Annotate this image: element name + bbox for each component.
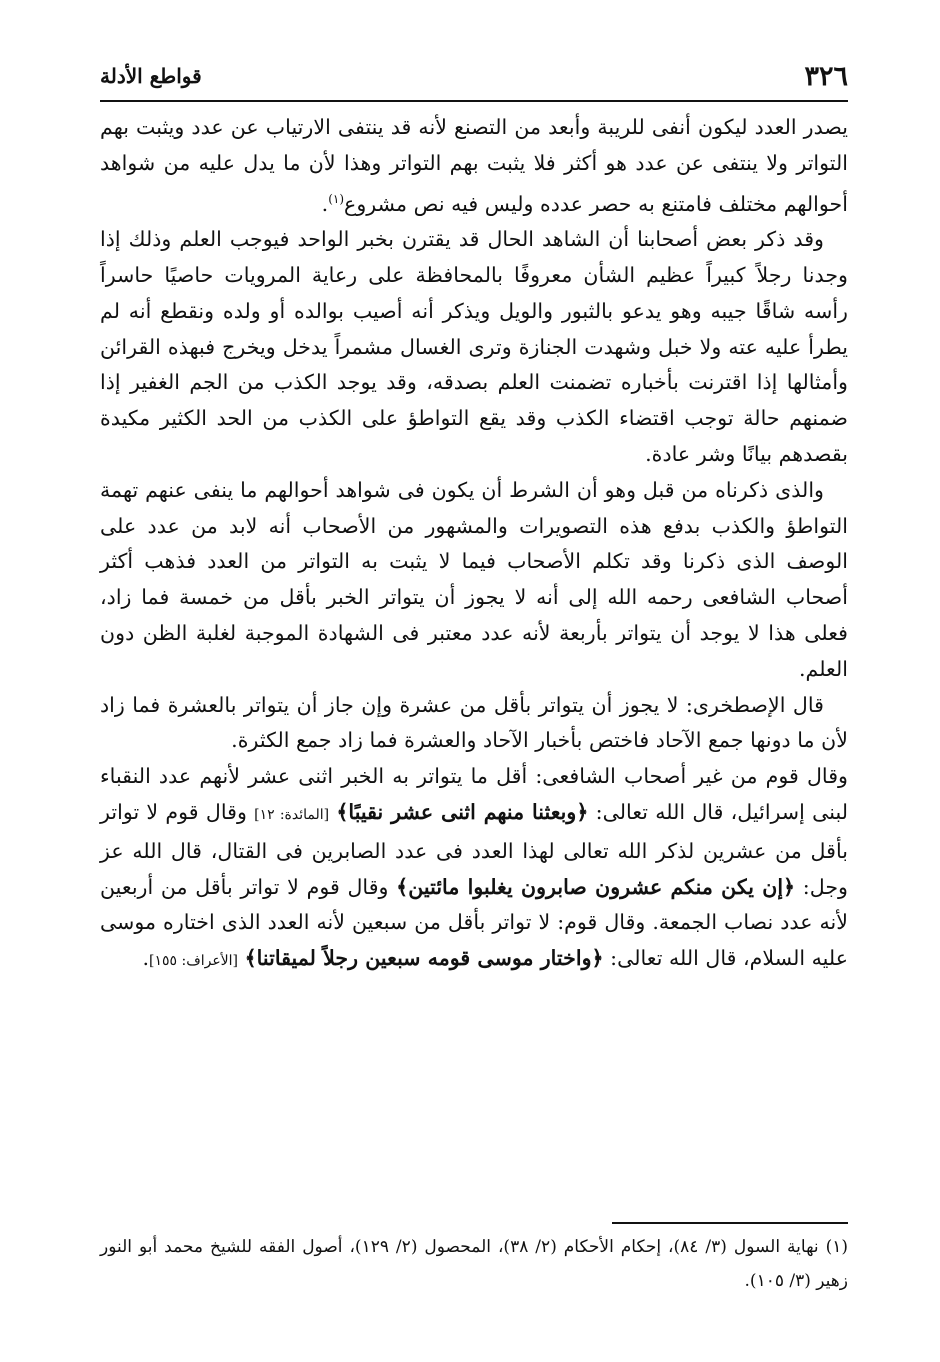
paragraph: والذى ذكرناه من قبل وهو أن الشرط أن يكون فى شواهد أحوالهم ما ينفى عنهم تهمة التواطؤ والكذب بدفع هذه التصويرات والمشهور من الأصحاب أنه لابد من عدد على الوصف الذى ذكرنا وقد تكلم الأصحاب فيما لا يثبت به التواتر من العدد فذهب أكثر أصحاب الشافعى رحمه الله إلى أنه لا يجوز أن يتواتر الخبر بأقل من خمسة فما زاد، فعلى هذا لا يوجد أن يتواتر بأربعة لأنه عدد معتبر فى الشهادة الموجبة لغلبة الظن دون العلم. bbox=[100, 477, 848, 681]
paragraph-text: وقال قوم من غير أصحاب الشافعى: أقل ما يتواتر به الخبر اثنى عشر لأنهم عدد النقباء لبنى إسرائيل، قال الله تعالى: bbox=[100, 764, 849, 824]
footnote-marker: (١) bbox=[328, 191, 345, 206]
paragraph-text: يصدر العدد ليكون أنفى للريبة وأبعد من التصنع لأنه قد ينتفى الارتياب عن عدد ويثبت بهم التواتر ولا ينتفى عن عدد هو أكثر فلا يثبت بهم التواتر وهذا لأن ما يدل عليه من شواهد أحوالهم مختلف فامتنع به حصر عدده وليس فيه نص مشروع bbox=[100, 115, 848, 216]
quran-reference: [المائدة: ١٢] bbox=[254, 807, 330, 823]
quran-quote: ﴿وبعثنا منهم اثنى عشر نقيبًا﴾ bbox=[336, 800, 589, 824]
page-header bbox=[100, 56, 848, 96]
quran-reference: [الأعراف: ١٥٥] bbox=[149, 953, 239, 970]
header-divider bbox=[100, 100, 848, 102]
page-number: ٣٢٦ bbox=[804, 60, 848, 92]
paragraph-end: . bbox=[142, 946, 149, 971]
footnote: (١) نهاية السول (٣/ ٨٤)، إحكام الأحكام (٢/ ٣٨)، المحصول (٢/ ١٢٩)، أصول الفقه للشيخ محمد أبو النور زهير (٣/ ١٠٥). bbox=[100, 1237, 849, 1291]
paragraph: وقد ذكر بعض أصحابنا أن الشاهد الحال قد يقترن بخبر الواحد فيوجب العلم وذلك إذا وجدنا رجلاً كبيراً عظيم الشأن معروفًا بالمحافظة على رعاية المرويات حاصيًا حاسراً رأسه شاقًا جيبه وهو يدعو بالثبور والويل ويذكر أنه أصيب بوالده أو ولده ونقطع أنه لم يطرأ عليه عته ولا خبل وشهدت الجنازة وترى الغسال مشمراً يدخل ويخرج فبهذه القرائن وأمثالها إذا اقترنت بأخباره تضمنت العلم بصدقه، وقد يوجد الكذب من الجم الغفير إذا ضمنهم حالة توجب اقتضاء الكذب وقد يقع التواطؤ على الكذب من الحد الكثير مكيدة بقصدهم بيانًا وشر عادة. bbox=[100, 227, 848, 467]
running-title: قواطع الأدلة bbox=[100, 64, 202, 88]
main-text bbox=[100, 110, 848, 980]
footnote-divider bbox=[612, 1222, 848, 1224]
paragraph: قال الإصطخرى: لا يجوز أن يتواتر بأقل من عشرة وإن جاز أن يتواتر بالعشرة فما زاد لأن ما دونها جمع الآحاد فاختص بأخبار الآحاد والعشرة فما زاد جمع الكثرة. bbox=[100, 692, 848, 753]
paragraph-text: وقال قوم لا تواتر بأقل من عشرين لذكر الله تعالى لهذا العدد فى عدد الصابرين فى القتال، قال الله عز وجل: bbox=[100, 800, 848, 899]
quran-quote: ﴿إن يكن منكم عشرون صابرون يغلبوا مائتين﴾ bbox=[396, 874, 796, 899]
quran-quote: ﴿واختار موسى قومه سبعين رجلاً لميقاتنا﴾ bbox=[244, 946, 604, 971]
paragraph-quotes bbox=[100, 759, 848, 980]
paragraph-continuation bbox=[100, 110, 848, 222]
paragraph-text: وقال قوم لا تواتر بأقل من أربعين لأنه عدد نصاب الجمعة. وقال قوم: لا تواتر بأقل من سبعين لأنه العدد الذى اختاره موسى عليه السلام، قال الله تعالى: bbox=[100, 874, 848, 971]
paragraph-end: . bbox=[321, 191, 329, 216]
